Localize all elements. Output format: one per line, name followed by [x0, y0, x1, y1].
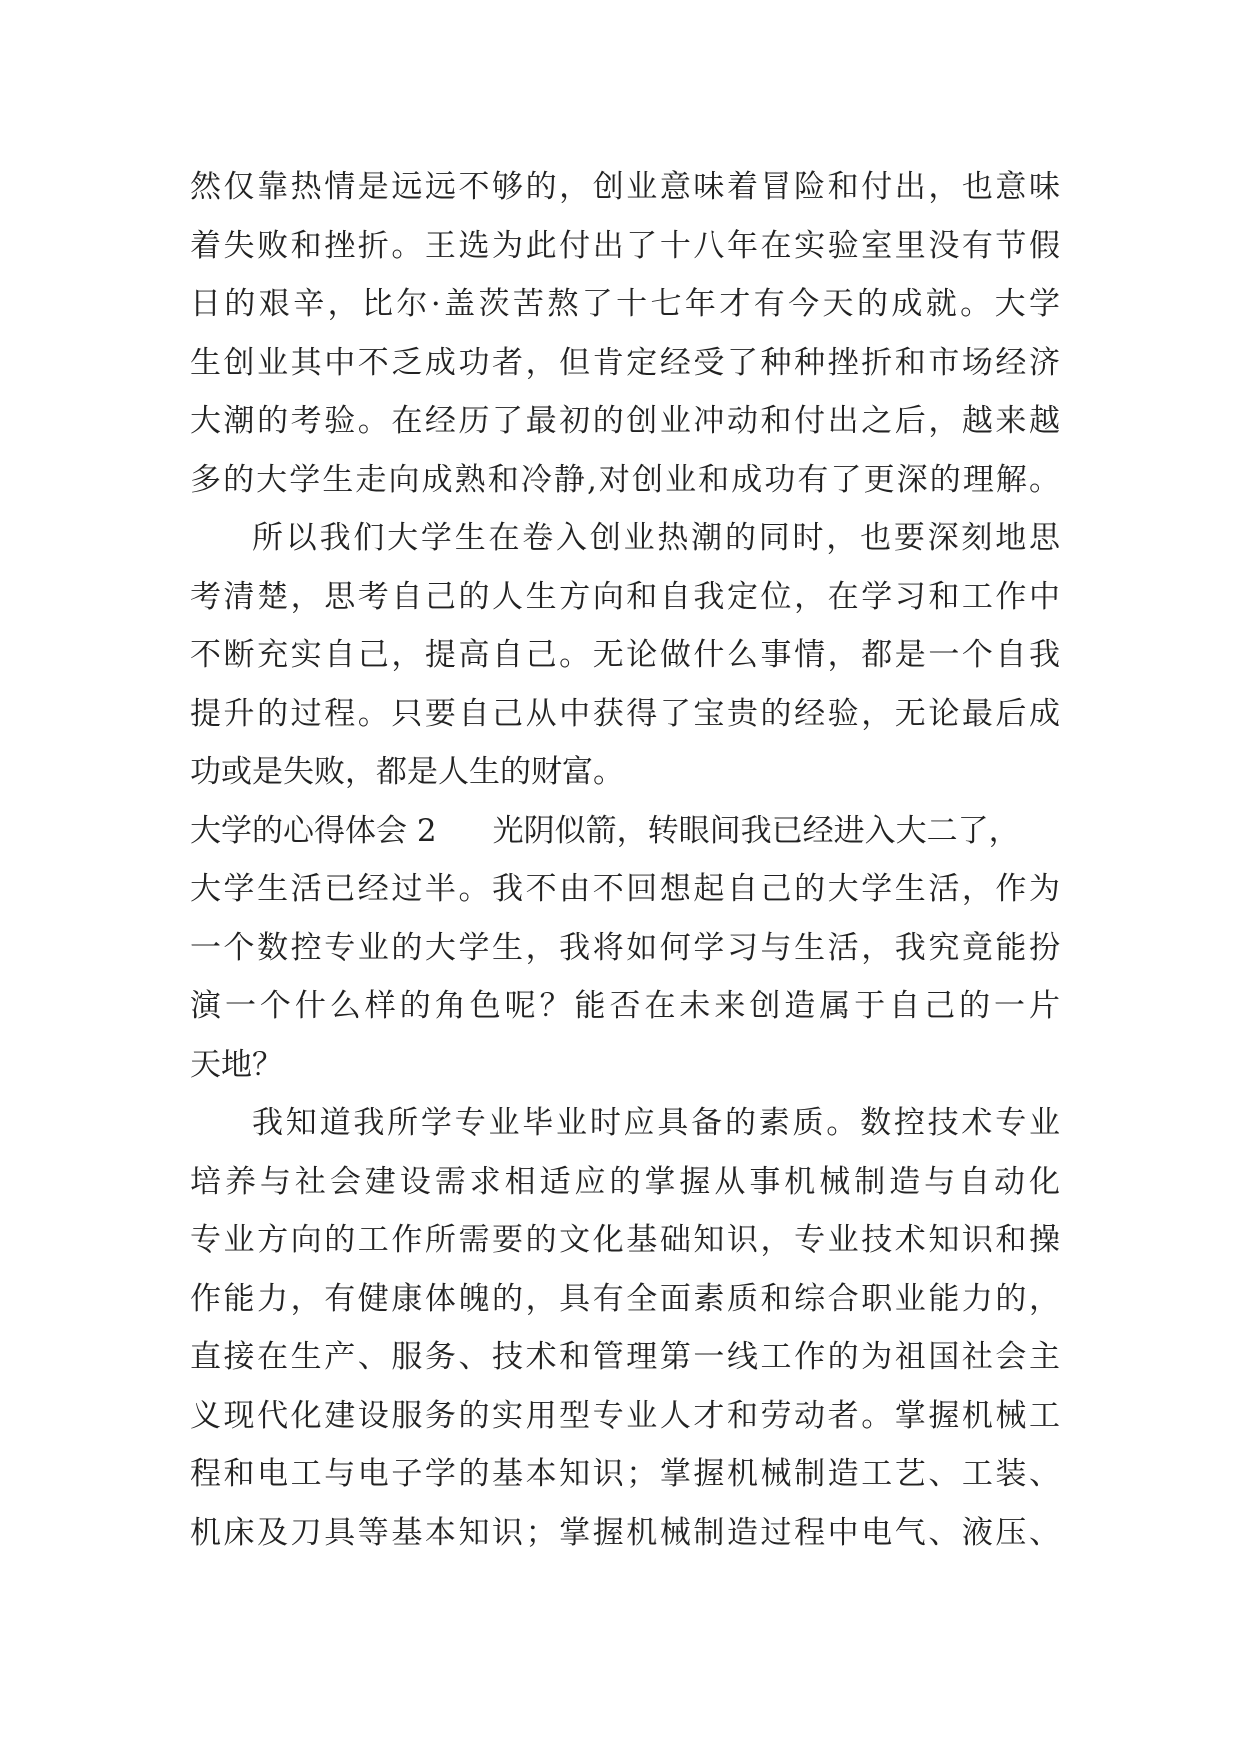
text-line: 程和电工与电子学的基本知识；掌握机械制造工艺、工装、	[190, 1456, 1060, 1492]
text-line: 演一个什么样的角色呢？能否在未来创造属于自己的一片	[190, 988, 1060, 1024]
text-line: 提升的过程。只要自己从中获得了宝贵的经验，无论最后成	[190, 695, 1060, 732]
document-body	[190, 158, 1060, 1562]
text-line: 然仅靠热情是远远不够的，创业意味着冒险和付出，也意味	[190, 169, 1060, 205]
text-line: 一个数控专业的大学生，我将如何学习与生活，我究竟能扮	[190, 929, 1060, 966]
section-heading-line	[190, 802, 1060, 861]
text-line: 天地？	[190, 1046, 283, 1083]
paragraph-1	[190, 158, 1060, 509]
text-line: 大潮的考验。在经历了最初的创业冲动和付出之后，越来越	[190, 403, 1060, 439]
text-line: 日的艰辛，比尔·盖茨苦熬了十七年才有今天的成就。大学	[190, 286, 1060, 322]
text-line: 功或是失败，都是人生的财富。	[190, 754, 624, 790]
text-line: 生创业其中不乏成功者，但肯定经受了种种挫折和市场经济	[190, 344, 1060, 381]
section-2	[190, 802, 1060, 1095]
text-line: 培养与社会建设需求相适应的掌握从事机械制造与自动化	[190, 1163, 1060, 1200]
paragraph-2	[190, 509, 1060, 802]
text-line: 所以我们大学生在卷入创业热潮的同时，也要深刻地思	[252, 520, 1060, 556]
text-line: 光阴似箭，转眼间我已经进入大二了，	[492, 812, 1020, 849]
text-line: 专业方向的工作所需要的文化基础知识，专业技术知识和操	[190, 1222, 1060, 1258]
text-line: 我知道我所学专业毕业时应具备的素质。数控技术专业	[252, 1105, 1060, 1141]
section-heading: 大学的心得体会 2	[190, 812, 437, 849]
text-line: 大学生活已经过半。我不由不回想起自己的大学生活，作为	[190, 871, 1060, 907]
text-line: 多的大学生走向成熟和冷静,对创业和成功有了更深的理解。	[190, 461, 1060, 498]
text-line: 机床及刀具等基本知识；掌握机械制造过程中电气、液压、	[190, 1514, 1060, 1551]
text-line: 作能力，有健康体魄的，具有全面素质和综合职业能力的，	[190, 1280, 1060, 1317]
text-line: 着失败和挫折。王选为此付出了十八年在实验室里没有节假	[190, 227, 1060, 264]
text-line: 直接在生产、服务、技术和管理第一线工作的为祖国社会主	[190, 1339, 1060, 1375]
text-line: 考清楚，思考自己的人生方向和自我定位，在学习和工作中	[190, 578, 1060, 615]
paragraph-3	[190, 1094, 1060, 1562]
text-line: 不断充实自己，提高自己。无论做什么事情，都是一个自我	[190, 637, 1060, 673]
text-line: 义现代化建设服务的实用型专业人才和劳动者。掌握机械工	[190, 1397, 1060, 1434]
